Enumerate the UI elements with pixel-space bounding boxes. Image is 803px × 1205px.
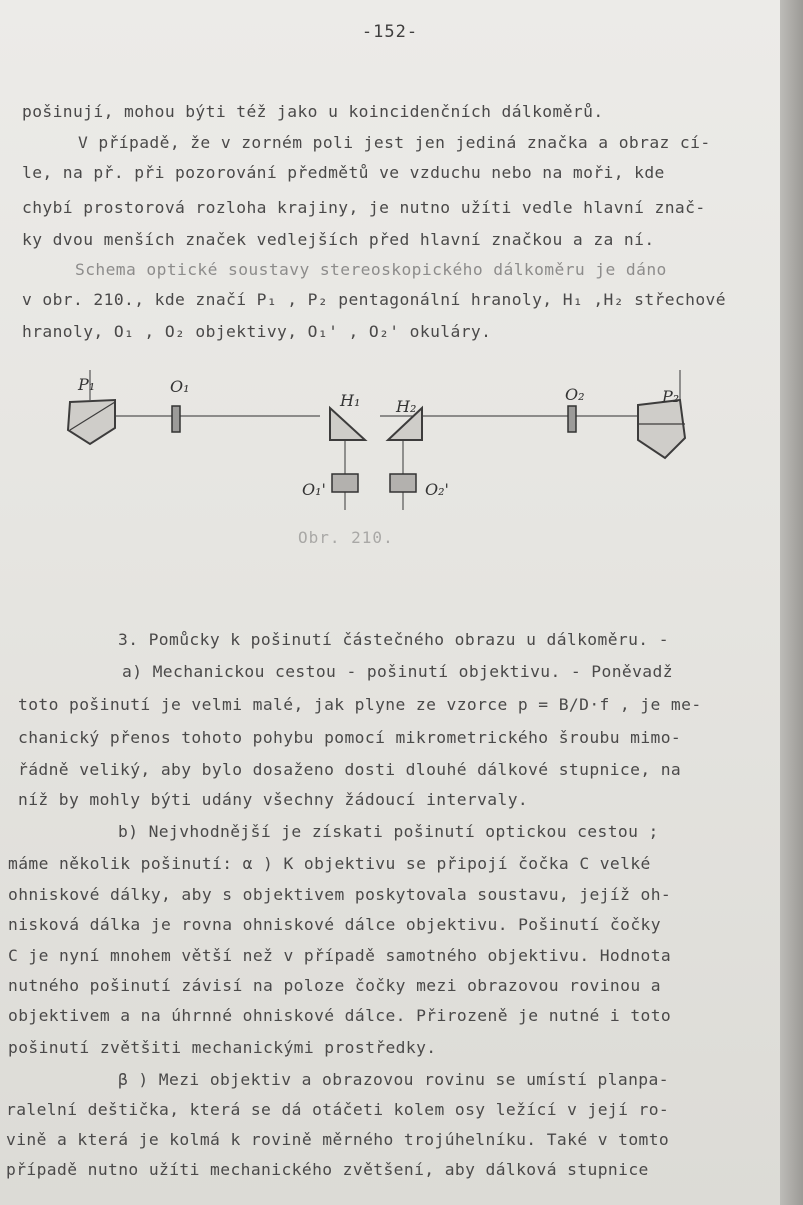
- figure-label: O₂': [425, 480, 449, 499]
- p1-prism: [68, 400, 115, 444]
- text-line: ralelní deštička, která se dá otáčeti kolem osy ležící v její ro-: [6, 1100, 670, 1119]
- text-line: Schema optické soustavy stereoskopického dálkoměru je dáno: [75, 260, 667, 279]
- text-line: ohniskové dálky, aby s objektivem poskytovala soustavu, jejíž oh-: [8, 885, 672, 904]
- p2-prism: [638, 400, 685, 458]
- figure-label: O₁': [302, 480, 326, 499]
- text-line: V případě, že v zorném poli jest jen jediná značka a obraz cí-: [78, 133, 711, 152]
- figure-label: H₂: [396, 397, 417, 416]
- text-line: b) Nejvhodnější je získati pošinutí optickou cestou ;: [118, 822, 659, 841]
- text-line: pošinují, mohou býti též jako u koincidenčních dálkoměrů.: [22, 102, 604, 121]
- text-line: chybí prostorová rozloha krajiny, je nutno užíti vedle hlavní znač-: [22, 198, 706, 217]
- figure-label: H₁: [340, 391, 361, 410]
- text-line: C je nyní mnohem větší než v případě samotného objektivu. Hodnota: [8, 946, 672, 965]
- text-line: máme několik pošinutí: α ) K objektivu se připojí čočka C velké: [8, 854, 651, 873]
- text-line: nisková dálka je rovna ohniskové dálce objektivu. Pošinutí čočky: [8, 915, 661, 934]
- o1p-eyepiece: [332, 474, 358, 492]
- page-number: -152-: [361, 22, 419, 42]
- optical-schema-figure: [40, 360, 740, 550]
- text-line: le, na př. při pozorování předmětů ve vzduchu nebo na moři, kde: [22, 163, 665, 182]
- o2p-eyepiece: [390, 474, 416, 492]
- text-line: β ) Mezi objektiv a obrazovou rovinu se umístí planpa-: [118, 1070, 669, 1089]
- text-line: případě nutno užíti mechanického zvětšení, aby dálková stupnice: [6, 1160, 649, 1179]
- text-line: 3. Pomůcky k pošinutí částečného obrazu u dálkoměru. -: [118, 630, 669, 649]
- text-line: ky dvou menších značek vedlejších před hlavní značkou a za ní.: [22, 230, 655, 249]
- book-edge: [780, 0, 803, 1205]
- text-line: pošinutí zvětšiti mechanickými prostředky.: [8, 1038, 437, 1057]
- text-line: a) Mechanickou cestou - pošinutí objektivu. - Poněvadž: [122, 662, 673, 681]
- o2-lens: [568, 406, 576, 432]
- text-line: řádně veliký, aby bylo dosaženo dosti dlouhé dálkové stupnice, na: [18, 760, 682, 779]
- text-line: v obr. 210., kde značí P₁ , P₂ pentagonální hranoly, H₁ ,H₂ střechové: [22, 290, 726, 309]
- figure-label: P₁: [78, 375, 96, 394]
- text-line: toto pošinutí je velmi malé, jak plyne ze vzorce p = B/D·f , je me-: [18, 695, 702, 714]
- figure-label: P₂: [662, 387, 680, 406]
- figure-label: O₁: [170, 377, 190, 396]
- o1-lens: [172, 406, 180, 432]
- h1-prism: [330, 408, 365, 440]
- figure-caption: Obr. 210.: [298, 528, 394, 547]
- text-line: hranoly, O₁ , O₂ objektivy, O₁' , O₂' okuláry.: [22, 322, 492, 341]
- text-line: vině a která je kolmá k rovině měrného trojúhelníku. Také v tomto: [6, 1130, 670, 1149]
- figure-label: O₂: [565, 385, 585, 404]
- text-line: níž by mohly býti udány všechny žádoucí intervaly.: [18, 790, 529, 809]
- text-line: nutného pošinutí závisí na poloze čočky mezi obrazovou rovinou a: [8, 976, 661, 995]
- text-line: objektivem a na úhrnné ohniskové dálce. Přirozeně je nutné i toto: [8, 1006, 672, 1025]
- text-line: chanický přenos tohoto pohybu pomocí mikrometrického šroubu mimo-: [18, 728, 682, 747]
